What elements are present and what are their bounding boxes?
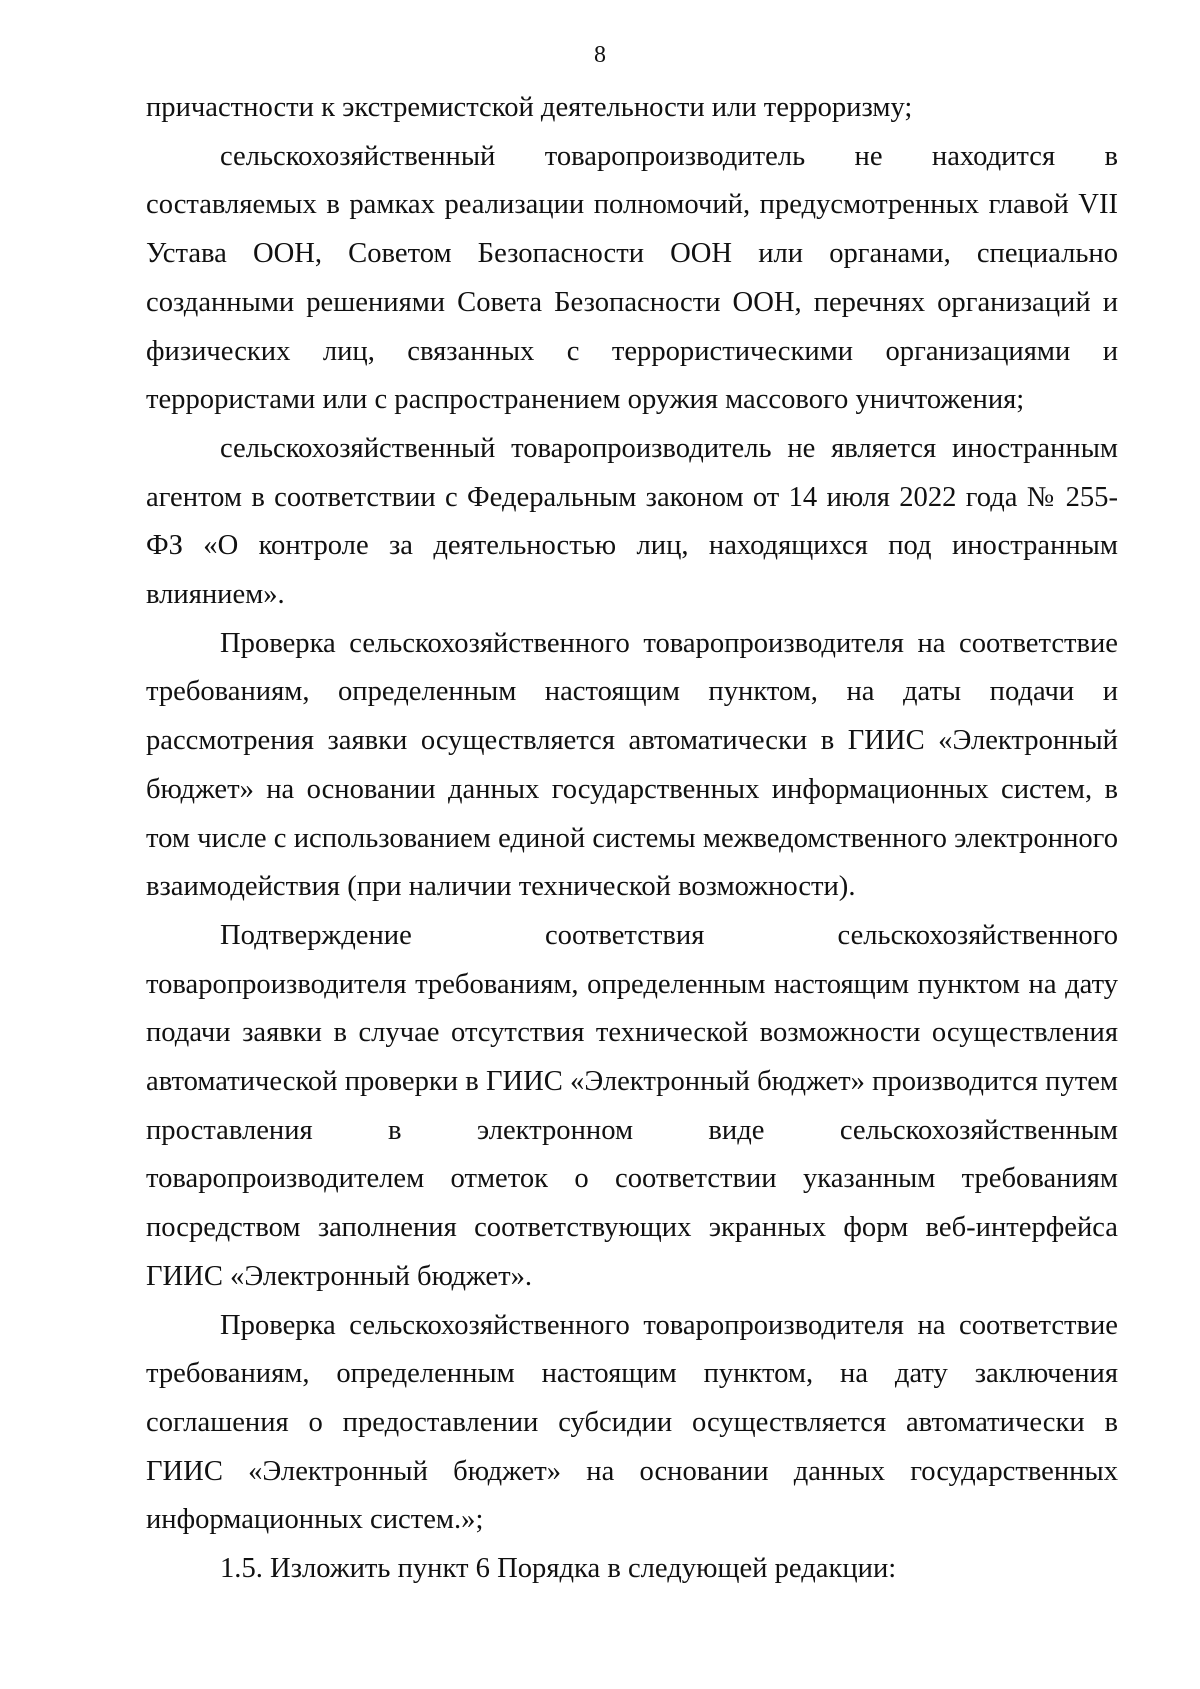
paragraph-3: сельскохозяйственный товаропроизводитель не является иностранным агентом в соответствии с Федеральным законом от 14 июля 2022 года № 255-ФЗ «О контроле за деятельностью лиц, находящихся под иностранным влиянием».	[146, 432, 1118, 611]
paragraph-1: причастности к экстремистской деятельности или терроризму;	[146, 92, 913, 123]
paragraph-4: Проверка сельскохозяйственного товаропроизводителя на соответствие требованиям, определенным настоящим пунктом, на даты подачи и рассмотрения заявки осуществляется автоматически в ГИИС «Электронный бюджет» на основании данных государственных информационных систем, в том числе с использованием единой системы межведомственного электронного взаимодействия (при наличии технической возможности).	[146, 627, 1118, 903]
page-number: 8	[594, 42, 606, 68]
paragraph-6: Проверка сельскохозяйственного товаропроизводителя на соответствие требованиям, определенным настоящим пунктом, на дату заключения соглашения о предоставлении субсидии осуществляется автоматически в ГИИС «Электронный бюджет» на основании данных государственных информационных систем.»;	[146, 1309, 1118, 1536]
paragraph-2: сельскохозяйственный товаропроизводитель не находится в составляемых в рамках реализации полномочий, предусмотренных главой VII Устава ООН, Советом Безопасности ООН или органами, специально созданными решениями Совета Безопасности ООН, перечнях организаций и физических лиц, связанных с террористическими организациями и террористами или с распространением оружия массового уничтожения;	[146, 140, 1118, 416]
paragraph-7: 1.5. Изложить пункт 6 Порядка в следующей редакции:	[220, 1553, 897, 1585]
document-body	[146, 84, 1118, 1594]
paragraph-5: Подтверждение соответствия сельскохозяйственного товаропроизводителя требованиям, определенным настоящим пунктом на дату подачи заявки в случае отсутствия технической возможности осуществления автоматической проверки в ГИИС «Электронный бюджет» производится путем проставления в электронном виде сельскохозяйственным товаропроизводителем отметок о соответствии указанным требованиям посредством заполнения соответствующих экранных форм веб-интерфейса ГИИС «Электронный бюджет».	[146, 919, 1118, 1292]
